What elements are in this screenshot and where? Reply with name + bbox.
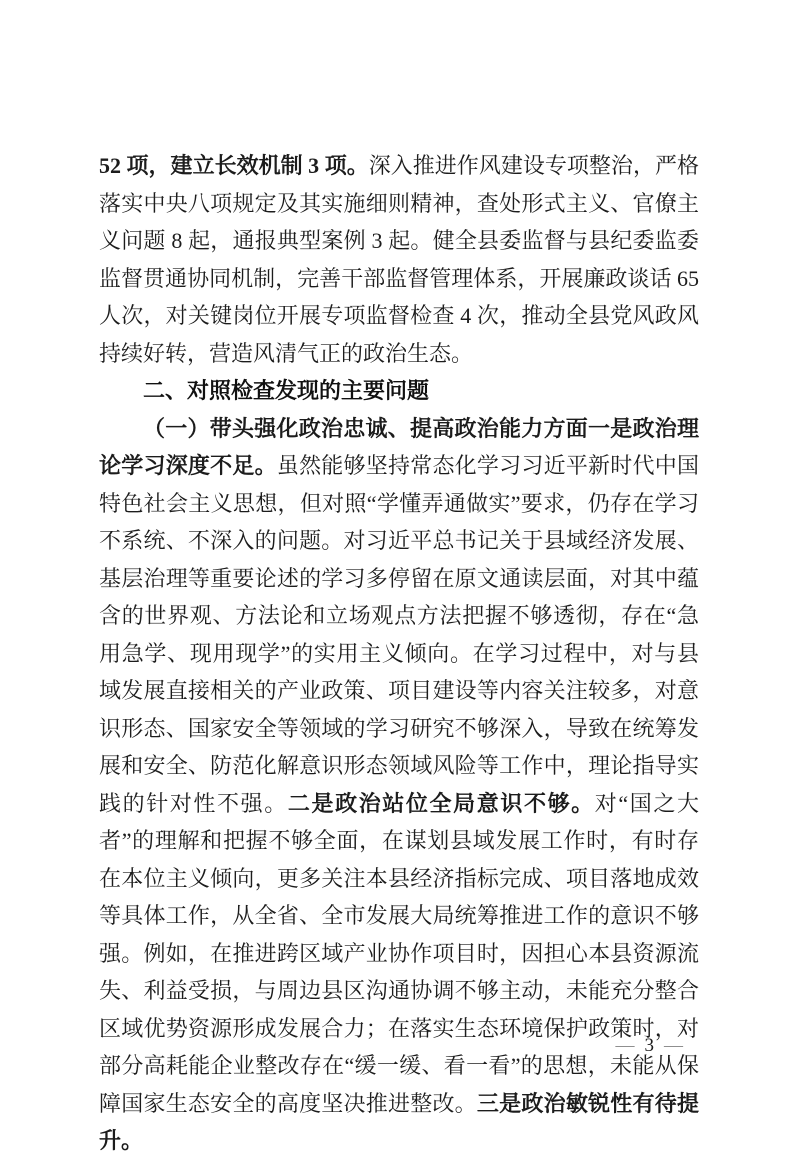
- section-heading: 二、对照检查发现的主要问题: [143, 378, 430, 403]
- page-number-dash-right: —: [664, 1035, 683, 1056]
- text-segment-bold-emphasis-three: 三是政治敏锐性有待提升。: [99, 1090, 699, 1153]
- text-segment: 深入推进作风建设专项整治，严格落实中央八项规定及其实施细则精神，查处形式主义、官僚主义问题 8 起，通报典型案例 3 起。健全县委监督与县纪委监委监督贯通协同机制，完善干部监督管理体系，开展廉政谈话 65 人次，对关键岗位开展专项监督检查 4 次，推动全县党风政风持续好转，营造风清气正的政治生态。: [99, 153, 699, 366]
- text-segment-bold-emphasis-two: 二是政治站位全局意识不够。: [287, 790, 595, 816]
- text-segment: 对“国之大者”的理解和把握不够全面，在谋划县域发展工作时，有时存在本位主义倾向，更多关注本县经济指标完成、项目落地成效等具体工作，从全省、全市发展大局统筹推进工作的意识不够强。例如，在推进跨区域产业协作项目时，因担心本县资源流失、利益受损，与周边县区沟通协调不够主动，未能充分整合区域优势资源形成发展合力；在落实生态环境保护政策时，对部分高耗能企业整改存在“缓一缓、看一看”的思想，未能从保障国家生态安全的高度坚决推进整改。: [99, 790, 700, 1116]
- paragraph-continuation: [99, 147, 699, 372]
- page-number: [616, 1034, 684, 1058]
- text-segment-bold: 52 项，建立长效机制 3 项。: [99, 153, 369, 178]
- text-segment: 虽然能够坚持常态化学习习近平新时代中国特色社会主义思想，但对照“学懂弄通做实”要求，仍存在学习不系统、不深入的问题。对习近平总书记关于县域经济发展、基层治理等重要论述的学习多停留在原文通读层面，对其中蕴含的世界观、方法论和立场观点方法把握不够透彻，存在“急用急学、现用现学”的实用主义倾向。在学习过程中，对与县域发展直接相关的产业政策、项目建设等内容关注较多，对意识形态、国家安全等领域的学习研究不够深入，导致在统筹发展和安全、防范化解意识形态领域风险等工作中，理论指导实践的针对性不强。: [99, 453, 700, 816]
- document-body: [99, 147, 699, 1160]
- page-number-value: 3: [644, 1035, 654, 1056]
- page-number-dash-left: —: [615, 1035, 635, 1056]
- text-segment-bold-emphasis-one: （一）带头强化政治忠诚、提高政治能力方面一是政治理论学习深度不足。: [99, 415, 699, 478]
- paragraph-main: [99, 410, 699, 1160]
